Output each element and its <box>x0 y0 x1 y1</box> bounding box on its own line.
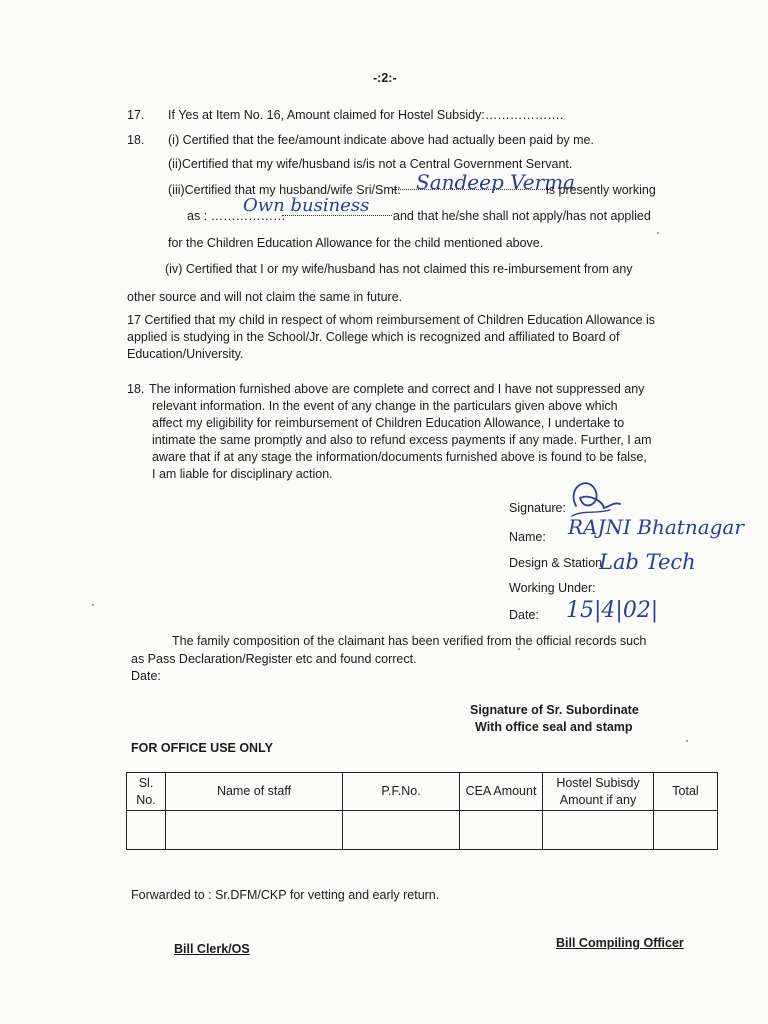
cell-total <box>654 811 718 850</box>
col-sl-no: Sl. No. <box>127 773 166 811</box>
item18-line-iii-suffix: is presently working <box>546 183 656 197</box>
cell-hostel-subsidy <box>543 811 654 850</box>
handwritten-name: RAJNI Bhatnagar <box>568 515 744 539</box>
col-pf-no: P.F.No. <box>343 773 460 811</box>
working-under-label: Working Under: <box>509 581 596 595</box>
item18-line-for: for the Children Education Allowance for the child mentioned above. <box>168 236 544 250</box>
item17-certified-paragraph: 17 Certified that my child in respect of whom reimbursement of Children Education Allowance is applied is studying in the School/Jr. College which is recognized and affiliated to Board of Education/University. <box>127 313 656 361</box>
cell-pf-no <box>343 811 460 850</box>
declaration-line-3: affect my eligibility for reimbursement of Children Education Allowance, I undertake to <box>152 416 625 430</box>
verification-date-label: Date: <box>131 669 161 683</box>
declaration-line-5: aware that if at any stage the information/documents furnished above is found to be false, <box>152 450 647 464</box>
office-table-header-row <box>127 773 718 811</box>
design-station-label: Design & Station <box>509 556 603 570</box>
handwritten-designation: Lab Tech <box>599 550 696 574</box>
col-cea-amount: CEA Amount <box>460 773 543 811</box>
verification-line-1: The family composition of the claimant has been verified from the official records such <box>172 634 647 648</box>
scan-speck <box>657 232 659 234</box>
item18-line-other: other source and will not claim the same in future. <box>127 290 403 304</box>
scan-speck <box>92 604 94 606</box>
office-use-heading: FOR OFFICE USE ONLY <box>131 741 273 755</box>
office-seal-stamp: With office seal and stamp <box>475 720 633 734</box>
forwarded-to-text: Forwarded to : Sr.DFM/CKP for vetting and early return. <box>131 888 440 902</box>
declaration-line-2: relevant information. In the event of any change in the particulars given above which <box>152 399 618 413</box>
item18-as-prefix: as : ……………… <box>187 209 286 223</box>
cell-cea-amount <box>460 811 543 850</box>
scan-speck <box>686 740 688 742</box>
sr-subordinate-signature: Signature of Sr. Subordinate <box>470 703 639 717</box>
item18-as-suffix: and that he/she shall not apply/has not applied <box>393 209 651 223</box>
col-total: Total <box>654 773 718 811</box>
item18-line-iv: (iv) Certified that I or my wife/husband has not claimed this re-imbursement from any <box>165 262 633 276</box>
cell-sl-no <box>127 811 166 850</box>
scan-speck <box>518 648 520 650</box>
item18-line-i: (i) Certified that the fee/amount indicate above had actually been paid by me. <box>168 133 594 147</box>
handwritten-spouse-name: Sandeep Verma <box>416 170 576 194</box>
declaration-line-4: intimate the same promptly and also to refund excess payments if any made. Further, I am <box>152 433 652 447</box>
handwritten-date: 15|4|02| <box>566 598 659 623</box>
declaration-line-1: The information furnished above are complete and correct and I have not suppressed any <box>149 382 645 396</box>
col-hostel-subsidy: Hostel Subisdy Amount if any <box>543 773 654 811</box>
item17-text: If Yes at Item No. 16, Amount claimed for Hostel Subsidy:………………. <box>168 108 564 122</box>
item17-number: 17. <box>127 108 145 122</box>
item18-number: 18. <box>127 133 145 147</box>
signature-label: Signature: <box>509 501 566 515</box>
bill-compiling-officer: Bill Compiling Officer <box>556 936 684 950</box>
verification-line-2: as Pass Declaration/Register etc and found correct. <box>131 652 417 666</box>
page-number: -:2:- <box>373 71 397 85</box>
item18-line-iii-prefix: (iii)Certified that my husband/wife Sri/Smt: <box>168 183 401 197</box>
item18-declaration-number: 18. <box>127 382 145 396</box>
office-table-row <box>127 811 718 850</box>
declaration-line-6: I am liable for disciplinary action. <box>152 467 333 481</box>
cell-name-of-staff <box>166 811 343 850</box>
office-use-table <box>126 772 718 850</box>
col-name-of-staff: Name of staff <box>166 773 343 811</box>
handwritten-spouse-job: Own business <box>243 195 370 216</box>
item18-line-ii: (ii)Certified that my wife/husband is/is not a Central Government Servant. <box>168 157 573 171</box>
name-label: Name: <box>509 530 546 544</box>
date-label: Date: <box>509 608 539 622</box>
bill-clerk-os: Bill Clerk/OS <box>174 942 250 956</box>
